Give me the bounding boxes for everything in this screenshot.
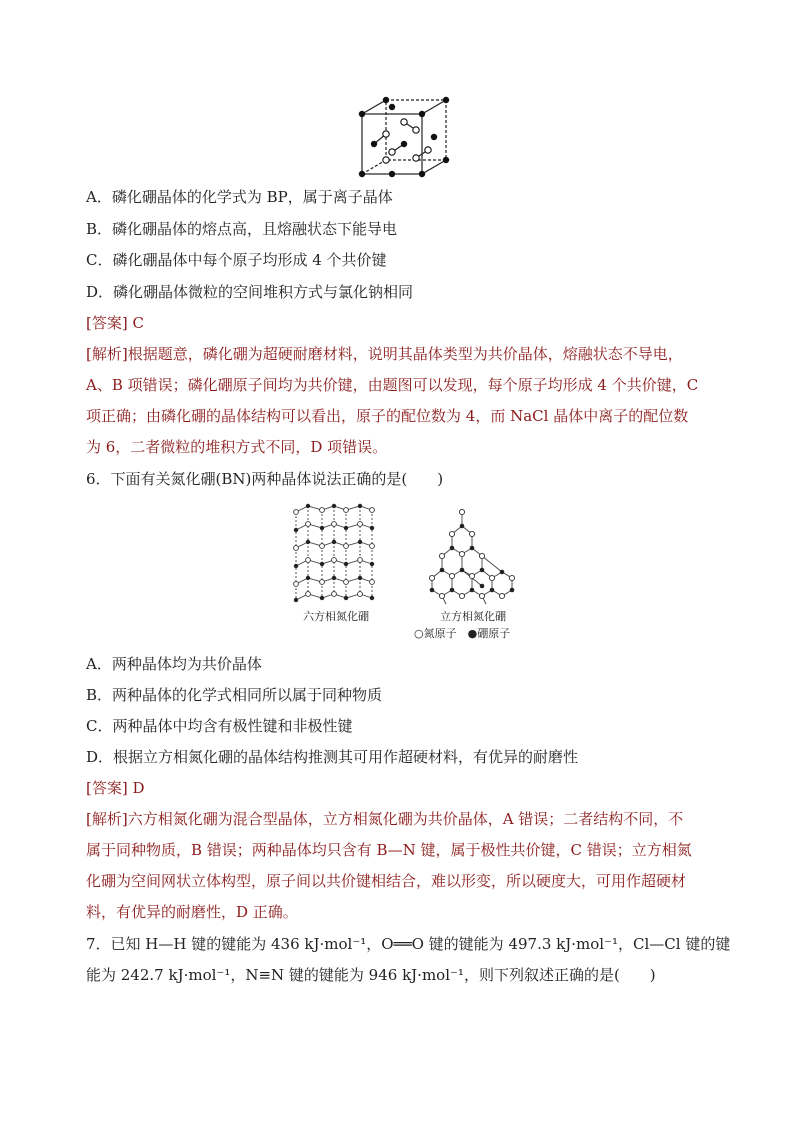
q6-analysis-line: 料，有优异的耐磨性，D 正确。 <box>86 903 298 921</box>
cubic-bn-caption: 立方相氮化硼 <box>440 610 506 623</box>
q5-answer: [答案] C <box>86 314 144 332</box>
q5-option-c: C．磷化硼晶体中每个原子均形成 4 个共价键 <box>86 251 387 269</box>
hexagonal-bn-structure-figure <box>288 500 380 608</box>
bp-crystal-structure-figure <box>356 94 452 180</box>
q5-option-d: D．磷化硼晶体微粒的空间堆积方式与氯化钠相同 <box>86 283 414 301</box>
cubic-bn-structure-figure <box>426 508 522 608</box>
q5-analysis-line: [解析]根据题意，磷化硼为超硬耐磨材料，说明其晶体类型为共价晶体，熔融状态不导电， <box>86 345 683 363</box>
q6-answer: [答案] D <box>86 779 145 797</box>
q6-analysis-line: 属于同种物质，B 错误；两种晶体均只含有 B—N 键，属于极性共价键，C 错误；立方相氮 <box>86 841 692 859</box>
q6-option-a: A．两种晶体均为共价晶体 <box>86 655 262 673</box>
q5-analysis-line: 为 6，二者微粒的堆积方式不同，D 项错误。 <box>86 438 388 456</box>
q7-stem-line: 7．已知 H—H 键的键能为 436 kJ·mol⁻¹，O══O 键的键能为 497.3 kJ·mol⁻¹，Cl—Cl 键的键 <box>86 935 731 953</box>
q5-analysis-line: A、B 项错误；磷化硼原子间均为共价键，由题图可以发现，每个原子均形成 4 个共价键，C <box>86 376 699 394</box>
q6-analysis-line: [解析]六方相氮化硼为混合型晶体，立方相氮化硼为共价晶体，A 错误；二者结构不同，不 <box>86 810 684 828</box>
q6-option-b: B．两种晶体的化学式相同所以属于同种物质 <box>86 686 383 704</box>
q5-option-b: B．磷化硼晶体的熔点高，且熔融状态下能导电 <box>86 220 398 238</box>
q6-option-d: D．根据立方相氮化硼的晶体结构推测其可用作超硬材料，有优异的耐磨性 <box>86 748 579 766</box>
q6-stem: 6．下面有关氮化硼(BN)两种晶体说法正确的是( ) <box>86 470 444 488</box>
q6-option-c: C．两种晶体中均含有极性键和非极性键 <box>86 717 353 735</box>
hexagonal-bn-caption: 六方相氮化硼 <box>303 610 369 623</box>
q6-analysis-line: 化硼为空间网状立体构型，原子间以共价键相结合，难以形变，所以硬度大，可用作超硬材 <box>86 872 687 890</box>
atom-legend: ○氮原子 ●硼原子 <box>414 627 511 640</box>
q7-stem-line: 能为 242.7 kJ·mol⁻¹，N≡N 键的键能为 946 kJ·mol⁻¹，则下列叙述正确的是( ) <box>86 966 656 984</box>
q5-analysis-line: 项正确；由磷化硼的晶体结构可以看出，原子的配位数为 4，而 NaCl 晶体中离子的配位数 <box>86 407 689 425</box>
q5-option-a: A．磷化硼晶体的化学式为 BP，属于离子晶体 <box>86 188 393 206</box>
